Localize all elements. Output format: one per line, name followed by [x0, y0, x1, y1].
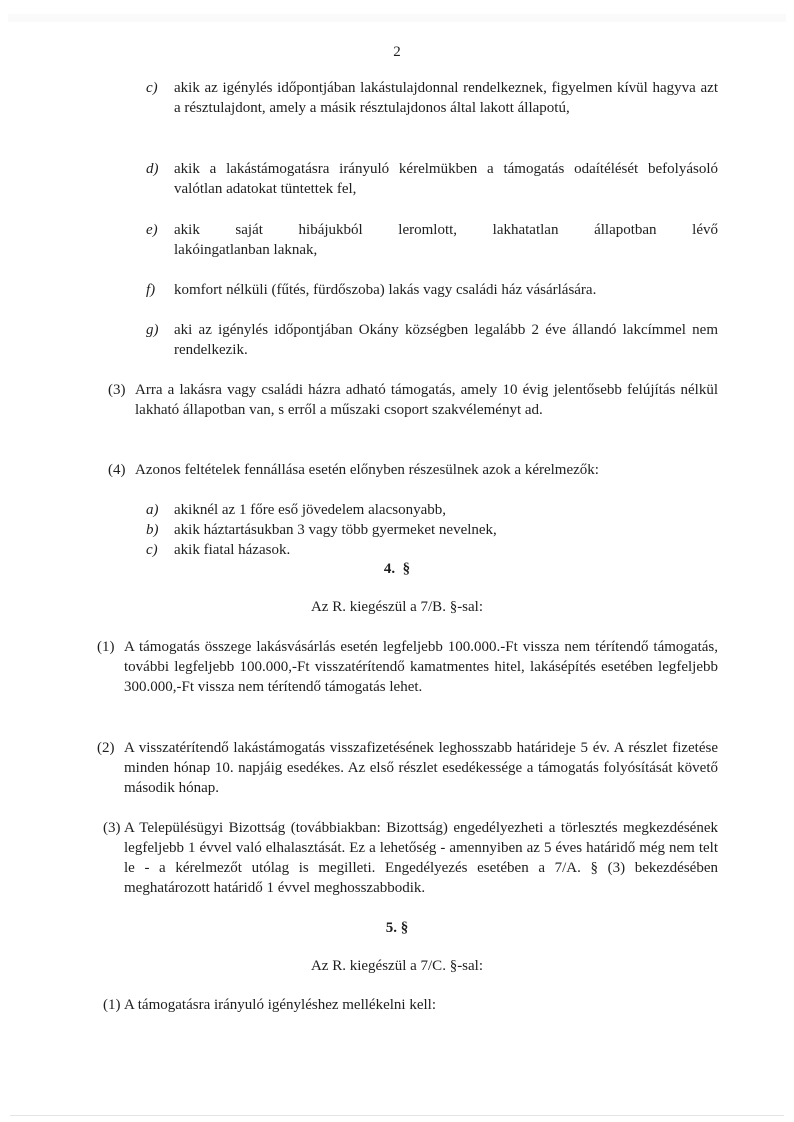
section-5-paragraph-1	[103, 995, 718, 1015]
item-text-line2: lakóingatlanban laknak,	[174, 242, 318, 258]
list-item-e	[146, 220, 718, 260]
paragraph-text: A támogatásra irányuló igényléshez mellékelni kell:	[124, 997, 436, 1013]
section-4-paragraph-2	[97, 738, 718, 798]
paragraph-text: A támogatás összege lakásvásárlás esetén legfeljebb 100.000.-Ft vissza nem térítendő támogatás, további legfeljebb 100.000,-Ft visszatérítendő kamatmentes hitel, lakásépítés esetében legfeljebb 300.000,-Ft vissza nem térítendő támogatás lehet.	[124, 639, 718, 695]
paragraph-text: Azonos feltételek fennállása esetén előnyben részesülnek azok a kérelmezők:	[135, 462, 599, 478]
paragraph-number: (4)	[108, 462, 126, 478]
paragraph-number: (3)	[108, 382, 126, 398]
item-label: d)	[146, 161, 159, 177]
paragraph-number: (2)	[97, 740, 115, 756]
item-text: akik a lakástámogatásra irányuló kérelmükben a támogatás odaítélését befolyásoló valótlan adatokat tüntettek fel,	[174, 161, 718, 197]
item-label: f)	[146, 282, 156, 298]
item-label: g)	[146, 322, 159, 338]
item-text: aki az igénylés időpontjában Okány községben legalább 2 éve állandó lakcímmel nem rendelkezik.	[174, 322, 718, 358]
item-label: c)	[146, 542, 158, 558]
preference-item-c	[146, 540, 718, 560]
section-4-paragraph-1	[97, 637, 718, 697]
item-text: komfort nélküli (fűtés, fürdőszoba) lakás vagy családi ház vásárlására.	[174, 282, 597, 298]
item-label: b)	[146, 522, 159, 538]
list-item-f	[146, 280, 718, 300]
section-5-heading: 5. §	[385, 920, 409, 936]
item-text: akik az igénylés időpontjában lakástulajdonnal rendelkeznek, figyelmen kívül hagyva azt a résztulajdont, amely a másik résztulajdonos által lakott állapotú,	[174, 80, 718, 116]
item-text: akiknél az 1 főre eső jövedelem alacsonyabb,	[174, 502, 446, 518]
preference-item-a	[146, 500, 718, 520]
paragraph-4	[108, 460, 718, 480]
item-label: e)	[146, 222, 158, 238]
paragraph-number: (3)	[103, 820, 121, 836]
item-text: akik háztartásukban 3 vagy több gyermeket nevelnek,	[174, 522, 497, 538]
section-4-paragraph-3	[103, 818, 718, 898]
preference-item-b	[146, 520, 718, 540]
item-text-line1: akik saját hibájukból leromlott, lakhatatlan állapotban lévő	[174, 222, 718, 238]
paragraph-number: (1)	[103, 997, 121, 1013]
paragraph-text: A Településügyi Bizottság (továbbiakban: Bizottság) engedélyezheti a törlesztés megkezdésének legfeljebb 1 évvel való elhalasztását. Ez a lehetőség - amennyiben az 5 éves határidő még nem telt le - a kérelmezőt utólag is megilleti. Engedélyezés esetében a 7/A. § (3) bekezdésében meghatározott határidő 1 évvel meghosszabbodik.	[124, 820, 718, 896]
item-label: a)	[146, 502, 159, 518]
page-number: 2	[393, 44, 401, 60]
scan-bottom-edge	[10, 1115, 784, 1116]
paragraph-text: A visszatérítendő lakástámogatás visszafizetésének leghosszabb határideje 5 év. A részlet fizetése minden hónap 10. napjáig esedékes. Az első részlet esedékessége a támogatás folyósítását követő második hónap.	[124, 740, 718, 796]
list-item-c	[146, 78, 718, 118]
section-4-intro: Az R. kiegészül a 7/B. §-sal:	[310, 599, 484, 615]
scan-top-edge	[8, 14, 786, 22]
paragraph-number: (1)	[97, 639, 115, 655]
list-item-g	[146, 320, 718, 360]
section-5-intro: Az R. kiegészül a 7/C. §-sal:	[310, 958, 484, 974]
paragraph-text: Arra a lakásra vagy családi házra adható támogatás, amely 10 évig jelentősebb felújítás nélkül lakható állapotban van, s erről a műszaki csoport szakvéleményt ad.	[135, 382, 718, 418]
paragraph-3	[108, 380, 718, 420]
section-4-heading: 4. §	[383, 561, 411, 577]
item-label: c)	[146, 80, 158, 96]
item-text: akik fiatal házasok.	[174, 542, 291, 558]
list-item-d	[146, 159, 718, 199]
